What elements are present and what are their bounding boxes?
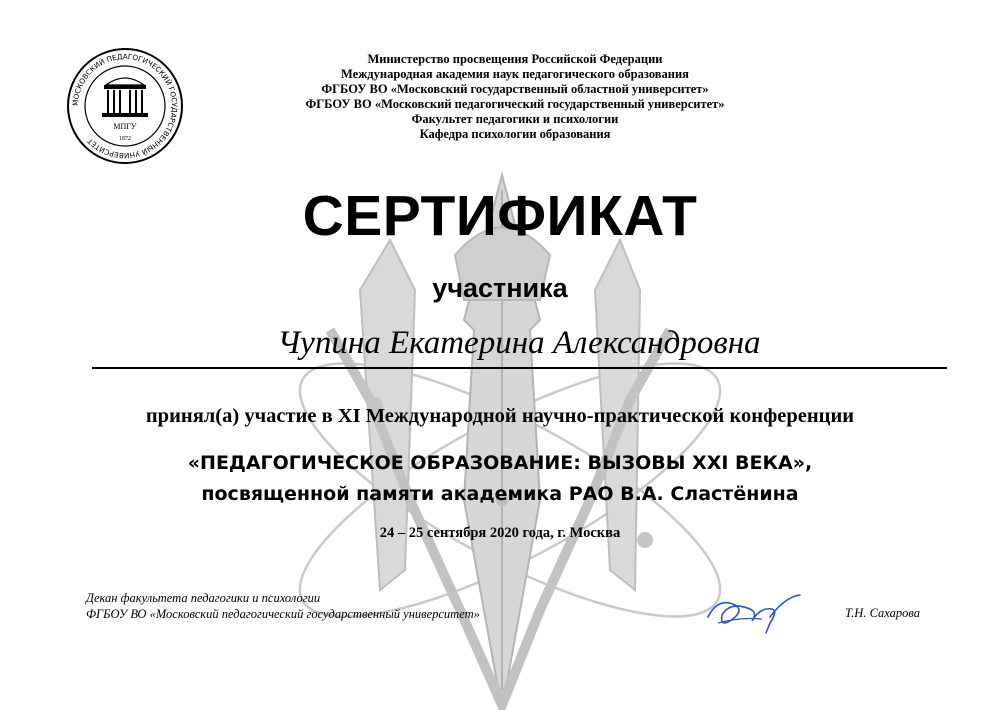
header-line-mpgu: ФГБОУ ВО «Московский педагогический государственный университет» [305,97,725,111]
issuer-header [250,52,780,142]
certificate-subtitle: участника [432,273,568,303]
handwritten-signature [700,587,810,637]
header-line-mgou: ФГБОУ ВО «Московский государственный областной университет» [321,82,709,96]
date-place: 24 – 25 сентября 2020 года, г. Москва [379,525,621,541]
certificate-title: СЕРТИФИКАТ [302,184,698,248]
header-line-department: Кафедра психологии образования [419,127,611,141]
signer-position-line1: Декан факультета педагогики и психологии [86,591,321,605]
signer-position-line2: ФГБОУ ВО «Московский педагогический государственный университет» [86,607,480,621]
signer-position [86,590,480,622]
recipient-name-row [0,325,1000,362]
conference-title: «ПЕДАГОГИЧЕСКОЕ ОБРАЗОВАНИЕ: ВЫЗОВЫ XXI ВЕКА», [187,452,813,474]
participation-text: принял(а) участие в XI Международной научно-практической конференции [145,405,855,427]
seal-abbr: МПГУ [113,122,137,131]
seal-ring-text: МОСКОВСКИЙ ПЕДАГОГИЧЕСКИЙ ГОСУДАРСТВЕННЫЙ УНИВЕРСИТЕТ [70,51,180,161]
header-line-ministry: Министерство просвещения Российской Федерации [367,52,663,66]
header-line-academy: Международная академия наук педагогического образования [341,67,689,81]
conference-dedication: посвященной памяти академика РАО В.А. Сластёнина [201,483,799,505]
name-underline [92,367,947,369]
university-seal [66,47,184,165]
recipient-name: Чупина Екатерина Александровна [277,325,761,361]
header-line-faculty: Факультет педагогики и психологии [411,112,619,126]
signer-name: Т.Н. Сахарова [845,606,920,620]
seal-year: 1872 [119,136,131,142]
emblem-watermark [240,170,760,710]
